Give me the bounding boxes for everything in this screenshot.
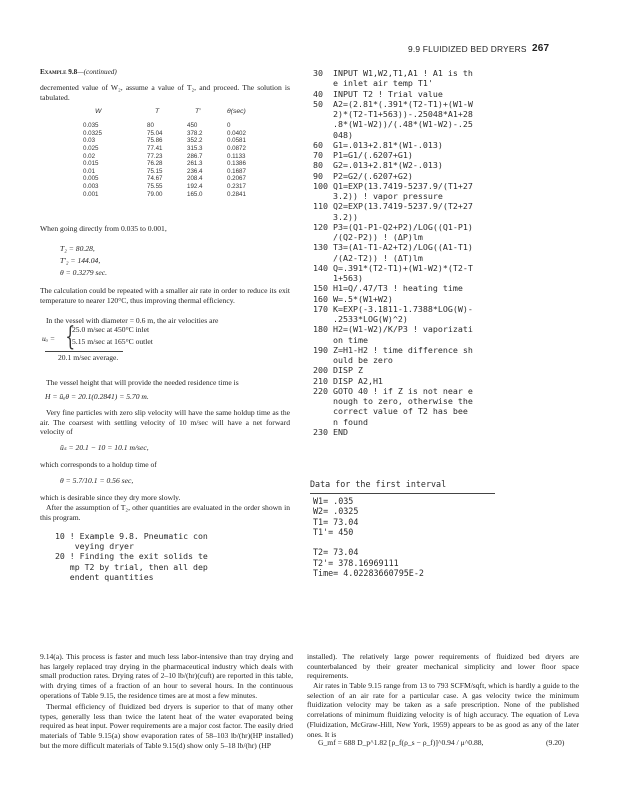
code-line: correct value of T2 has bee <box>313 406 468 417</box>
code-line: 140 Q=.391*(T2-T1)+(W1-W2)*(T2-T <box>313 262 473 273</box>
output-line: W2= .0325 <box>313 506 359 517</box>
code-line: 2)*(T2-T1+563))-.25048*A1+28 <box>313 109 473 119</box>
table-cell: 77.23 <box>147 152 163 160</box>
table-cell: 450 <box>187 122 198 130</box>
table-row <box>83 122 267 130</box>
code-line: 230 END <box>313 426 348 437</box>
vessel-line: In the vessel with diameter = 0.6 m, the air velocities are <box>46 316 219 325</box>
body-text-left-2: Thermal efficiency of fluidized bed dryers is superior to that of many other types, generally less than twice the latent heat of the water evaporated being required as heat input. Power requirements are a major cost factor. The easily dried materials of Table 9.15(a) show evaporation rates of 58–103 lb/(hr)(HP installed) but the more difficult materials of Table 9.15(d) show only 5–18 lb/(hr) (HP <box>40 702 293 750</box>
col-tprime: T′ <box>195 108 201 115</box>
results-table <box>83 108 267 198</box>
equation-number: (9.20) <box>546 738 565 747</box>
table-cell: 378.2 <box>187 129 203 137</box>
eq-height: H = ūₐθ = 20.1(0.2841) = 5.70 m. <box>45 392 149 401</box>
table-cell: 0.2841 <box>227 190 246 198</box>
code-line: 210 DISP A2,H1 <box>313 375 383 386</box>
holdup-line: which corresponds to a holdup time of <box>40 460 157 469</box>
ua-inlet: 25.0 m/sec at 450°C inlet <box>72 325 150 334</box>
example-title <box>40 68 290 78</box>
table-cell: 75.55 <box>147 183 163 191</box>
code-line: .8*(W1-W2))/(.48*(W1-W2)-.25 <box>313 119 473 130</box>
col-theta: θ(sec) <box>227 108 246 115</box>
equation-9-20: G_mf = 688 D_p^1.82 [ρ_f(ρ_s − ρ_f)]^0.94 / μ^0.88, <box>318 738 484 747</box>
table-cell: 0.0325 <box>83 129 102 137</box>
ua-label: uₐ = <box>42 334 56 343</box>
height-paragraph: The vessel height that will provide the needed residence time is <box>46 378 239 387</box>
table-cell: 0.2317 <box>227 183 246 191</box>
table-cell: 0 <box>227 122 231 130</box>
eq-theta: θ = 0.3279 sec. <box>60 268 108 277</box>
code-line: .2533*LOG(W)^2) <box>313 314 408 324</box>
table-cell: 0.1687 <box>227 167 246 175</box>
table-cell: 0.03 <box>83 137 96 145</box>
table-row <box>83 152 267 160</box>
page-number: 267 <box>532 43 550 54</box>
code-line: 048) <box>313 129 353 140</box>
when-line: When going directly from 0.035 to 0.001, <box>40 224 167 233</box>
code-line: 1+563) <box>313 273 363 283</box>
table-row <box>83 168 267 176</box>
table-cell: 0.0402 <box>227 129 246 137</box>
after-paragraph: After the assumption of T₂, other quantities are evaluated in the order shown in this program. <box>40 503 290 522</box>
table-cell: 75.86 <box>147 137 163 145</box>
code-line: ould be zero <box>313 355 393 365</box>
output-line: W1= .035 <box>313 496 354 506</box>
code-line: 50 A2=(2.81*(.391*(T2-T1)+(W1-W <box>313 98 473 109</box>
code-line: 200 DISP Z <box>313 365 363 376</box>
eq-t2prime: T′₂ = 144.04, <box>60 256 101 265</box>
code-line: endent quantities <box>55 571 154 582</box>
table-cell: 80 <box>147 122 154 130</box>
eq-holdup-time: θ = 5.7/10.1 = 0.56 sec, <box>60 476 134 485</box>
table-row <box>83 137 267 145</box>
code-line: 150 H1=Q/.47/T3 ! heating time <box>313 283 463 294</box>
code-line: /(Q2-P2)) ! (ΔP)lm <box>313 232 423 242</box>
eq-net-velocity: ūₛ = 20.1 − 10 = 10.1 m/sec, <box>60 443 149 452</box>
table-row <box>83 160 267 168</box>
output-line: T2'= 378.16969111 <box>313 557 399 568</box>
example-label: Example 9.8 <box>40 68 78 76</box>
code-line: 10 ! Example 9.8. Pneumatic con <box>55 531 208 541</box>
body-text-right-2: Air rates in Table 9.15 range from 13 to 793 SCFM/sqft, which is hardly a guide to the selection of an air rate for a particular case. A gas velocity twice the minimum fluidization velocity may be taken as a safe prescription. None of the published correlations of minimum fluidizing velocity is of high accuracy. The equation of Leva (Fluidization, McGraw-Hill, New York, 1959) appears to be as good as any of the later ones. It is <box>307 681 579 739</box>
table-cell: 0.0581 <box>227 137 246 145</box>
table-cell: 0.025 <box>83 145 99 153</box>
code-line: 120 P3=(Q1-P1-Q2+P2)/LOG((Q1-P1) <box>313 221 473 232</box>
table-cell: 0.0872 <box>227 145 246 153</box>
code-line: veying dryer <box>55 541 134 552</box>
code-line: 30 INPUT W1,W2,T1,A1 ! A1 is th <box>313 68 473 78</box>
output-heading-rule <box>310 493 495 494</box>
output-line: T1'= 450 <box>313 526 354 537</box>
table-cell: 0.01 <box>83 167 96 175</box>
code-line: 90 P2=G2/(.6207+G2) <box>313 170 413 181</box>
col-w: W <box>95 108 102 115</box>
code-line: on time <box>313 334 368 345</box>
output-heading: Data for the first interval <box>310 479 447 489</box>
body-text-right-1: installed). The relatively large power requirements of fluidized bed dryers are counterbalanced by their greater mechanical simplicity and lower floor space requirements. <box>307 652 579 681</box>
code-line: 110 Q2=EXP(13.7419-5237.9/(T2+27 <box>313 201 473 212</box>
table-cell: 192.4 <box>187 183 203 191</box>
code-line: 3.2)) <box>313 211 358 222</box>
table-cell: 75.15 <box>147 167 163 175</box>
ua-outlet: 5.15 m/sec at 165°C outlet <box>72 337 153 346</box>
ua-average: 20.1 m/sec average. <box>58 353 119 362</box>
brace-icon: { <box>65 322 76 352</box>
code-line: n found <box>313 416 368 427</box>
output-line: T2= 73.04 <box>313 547 359 558</box>
table-cell: 165.0 <box>187 190 203 198</box>
code-line: 70 P1=G1/(.6207+G1) <box>313 150 413 160</box>
desirable-line: which is desirable since they dry more slowly. <box>40 493 181 502</box>
table-cell: 0.001 <box>83 190 99 198</box>
output-line: T1= 73.04 <box>313 516 359 527</box>
program-output <box>313 496 424 578</box>
output-line: Time= 4.02283660795E-2 <box>313 568 424 579</box>
output-line <box>313 537 424 547</box>
table-cell: 0.035 <box>83 122 99 130</box>
table-cell: 0.1133 <box>227 152 246 160</box>
table-cell: 0.003 <box>83 183 99 191</box>
code-line: 80 G2=.013+2.81*(W2-.013) <box>313 160 443 171</box>
table-cell: 76.28 <box>147 160 163 168</box>
table-cell: 75.04 <box>147 129 163 137</box>
table-cell: 208.4 <box>187 175 203 183</box>
table-cell: 261.3 <box>187 160 203 168</box>
table-cell: 315.3 <box>187 145 203 153</box>
code-line: 60 G1=.013+2.81*(W1-.013) <box>313 139 443 150</box>
program-listing-right <box>313 68 473 437</box>
table-row <box>83 175 267 183</box>
code-line: 220 GOTO 40 ! if Z is not near e <box>313 385 473 396</box>
code-line: mp T2 by trial, then all dep <box>55 561 208 572</box>
table-cell: 352.2 <box>187 137 203 145</box>
table-cell: 286.7 <box>187 152 203 160</box>
table-cell: 0.02 <box>83 152 96 160</box>
eq-t2: T₂ = 80.28, <box>60 244 95 253</box>
table-cell: 77.41 <box>147 145 163 153</box>
table-row <box>83 130 267 138</box>
table-row <box>83 183 267 191</box>
table-row <box>83 190 267 198</box>
table-header-row <box>83 108 267 122</box>
calc-paragraph: The calculation could be repeated with a smaller air rate in order to reduce its exit temperature to nearer 120°C, thus improving thermal efficiency. <box>40 286 290 305</box>
intro-paragraph: decremented value of W₂, assume a value of T₂, and proceed. The solution is tabulated. <box>40 83 290 102</box>
code-line: nough to zero, otherwise the <box>313 396 473 406</box>
running-header: 9.9 FLUIDIZED BED DRYERS <box>408 44 527 54</box>
code-line: 100 Q1=EXP(13.7419-5237.9/(T1+27 <box>313 180 473 191</box>
code-line: 130 T3=(A1-T1-A2+T2)/LOG((A1-T1) <box>313 242 473 253</box>
table-cell: 74.67 <box>147 175 163 183</box>
table-cell: 236.4 <box>187 167 203 175</box>
table-cell: 0.2067 <box>227 175 246 183</box>
code-line: e inlet air temp T1' <box>313 78 433 89</box>
code-line: 170 K=EXP(-3.1811-1.7388*LOG(W)- <box>313 303 473 314</box>
table-cell: 0.1386 <box>227 160 246 168</box>
table-row <box>83 145 267 153</box>
code-line: 40 INPUT T2 ! Trial value <box>313 88 443 99</box>
table-cell: 0.015 <box>83 160 99 168</box>
code-line: 3.2)) ! vapor pressure <box>313 191 443 201</box>
code-line: /(A2-T2)) ! (ΔT)lm <box>313 252 423 263</box>
fine-particles-paragraph: Very fine particles with zero slip velocity will have the same holdup time as the air. The coarsest with settling velocity of 10 m/sec will have a net forward velocity of <box>40 408 290 437</box>
sum-rule <box>45 351 123 352</box>
code-line: 190 Z=H1-H2 ! time difference sh <box>313 344 473 355</box>
col-t: T <box>155 108 160 115</box>
code-line: 20 ! Finding the exit solids te <box>55 551 208 562</box>
table-cell: 79.00 <box>147 190 163 198</box>
code-line: 160 W=.5*(W1+W2) <box>313 293 393 304</box>
body-text-left-1: 9.14(a). This process is faster and much less labor-intensive than tray drying and has largely replaced tray drying in the pharmaceutical industry which deals with small production rates. Drying rates of 2–10 lb/(hr)(cuft) are reported in this table, with drying times of a fraction of an hour to several hours. In the continuous operations of Table 9.15, the residence times are at most a few minutes. <box>40 652 293 700</box>
table-cell: 0.005 <box>83 175 99 183</box>
program-listing-left <box>55 531 208 582</box>
example-continued: —(continued) <box>77 68 117 76</box>
code-line: 180 H2=(W1-W2)/K/P3 ! vaporizati <box>313 324 473 335</box>
